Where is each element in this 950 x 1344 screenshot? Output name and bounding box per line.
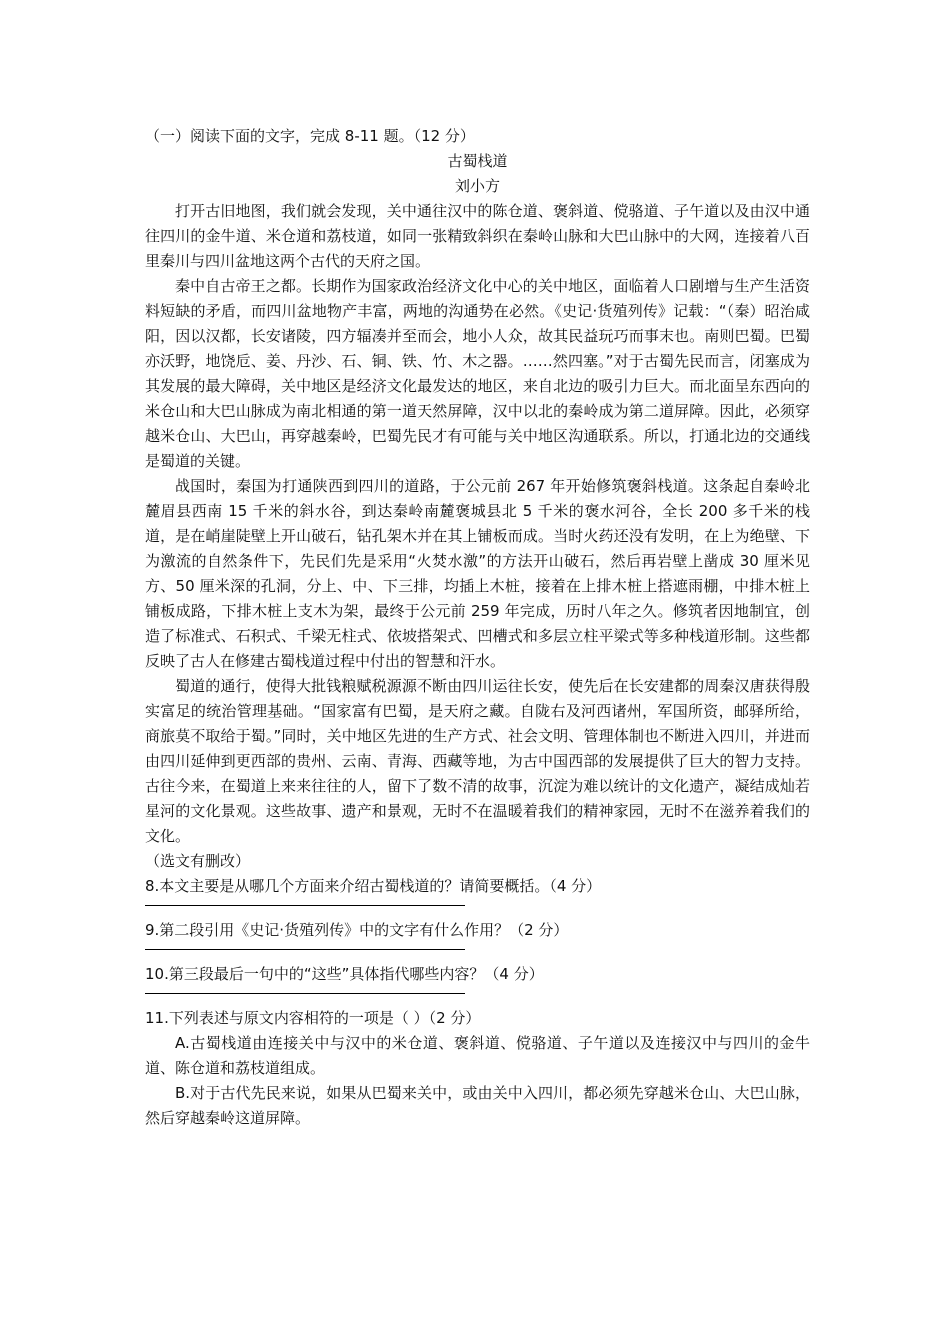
- article-author: 刘小方: [454, 177, 500, 195]
- question-10: 10.第三段最后一句中的“这些”具体指代哪些内容？（4 分）: [145, 965, 544, 983]
- paragraph-4: 蜀道的通行，使得大批钱粮赋税源源不断由四川运往长安，使先后在长安建都的周秦汉唐获得殷实富足的统治管理基础。“国家富有巴蜀，是天府之藏。自陇右及河西诸州，军国所资，邮驿所给，商旅莫不取给于蜀。”同时，关中地区先进的生产方式、社会文明、管理体制也不断进入四川，并进而由四川延伸到更西部的贵州、云南、青海、西藏等地，为古中国西部的发展提供了巨大的智力支持。古往今来，在蜀道上来来往往的人，留下了数不清的故事，沉淀为难以统计的文化遗产，凝结成灿若星河的文化景观。这些故事、遗产和景观，无时不在温暖着我们的精神家园，无时不在滋养着我们的文化。: [145, 677, 810, 845]
- option-a[interactable]: A.古蜀栈道由连接关中与汉中的米仓道、褒斜道、傥骆道、子午道以及连接汉中与四川的金牛道、陈仓道和荔枝道组成。: [145, 1034, 810, 1077]
- paragraph-3: 战国时，秦国为打通陕西到四川的道路，于公元前 267 年开始修筑褒斜栈道。这条起自秦岭北麓眉县西南 15 千米的斜水谷，到达秦岭南麓褒城县北 5 千米的褒水河谷，全长 200 多千米的栈道，是在峭崖陡壁上开山破石，钻孔架木并在其上铺板而成。当时火药还没有发明，在上为绝壁、下为激流的自然条件下，先民们先是采用“火焚水激”的方法开山破石，然后再岩壁上凿成 30 厘米见方、50 厘米深的孔洞，分上、中、下三排，均插上木桩，接着在上排木桩上搭遮雨棚，中排木桩上铺板成路，下排木桩上支木为架，最终于公元前 259 年完成，历时八年之久。修筑者因地制宜，创造了标准式、石积式、千梁无柱式、依坡搭架式、凹槽式和多层立柱平梁式等多种栈道形制。这些都反映了古人在修建古蜀栈道过程中付出的智慧和汗水。: [145, 477, 810, 670]
- answer-line-9[interactable]: [145, 949, 465, 950]
- source-note: （选文有删改）: [145, 852, 251, 870]
- paragraph-1: 打开古旧地图，我们就会发现，关中通往汉中的陈仓道、褒斜道、傥骆道、子午道以及由汉中通往四川的金牛道、米仓道和荔枝道，如同一张精致斜织在秦岭山脉和大巴山脉中的大网，连接着八百里秦川与四川盆地这两个古代的天府之国。: [145, 202, 810, 270]
- answer-line-8[interactable]: [145, 905, 465, 906]
- option-b[interactable]: B.对于古代先民来说，如果从巴蜀来关中，或由关中入四川，都必须先穿越米仓山、大巴山脉，然后穿越秦岭这道屏障。: [145, 1084, 810, 1127]
- exam-page: [145, 124, 810, 1131]
- question-11: 11.下列表述与原文内容相符的一项是（ ）（2 分）: [145, 1009, 481, 1027]
- paragraph-2: 秦中自古帝王之都。长期作为国家政治经济文化中心的关中地区，面临着人口剧增与生产生活资料短缺的矛盾，而四川盆地物产丰富，两地的沟通势在必然。《史记·货殖列传》记载：“（秦）昭治咸阳，因以汉都，长安诸陵，四方辐凑并至而会，地小人众，故其民益玩巧而事末也。南则巴蜀。巴蜀亦沃野，地饶卮、姜、丹沙、石、铜、铁、竹、木之器。……然四塞。”对于古蜀先民而言，闭塞成为其发展的最大障碍，关中地区是经济文化最发达的地区，来自北边的吸引力巨大。而北面呈东西向的米仓山和大巴山脉成为南北相通的第一道天然屏障，汉中以北的秦岭成为第二道屏障。因此，必须穿越米仓山、大巴山，再穿越秦岭，巴蜀先民才有可能与关中地区沟通联系。所以，打通北边的交通线是蜀道的关键。: [145, 277, 810, 470]
- question-8: 8.本文主要是从哪几个方面来介绍古蜀栈道的？请简要概括。（4 分）: [145, 877, 602, 895]
- article-title: 古蜀栈道: [447, 152, 508, 170]
- answer-line-10[interactable]: [145, 993, 465, 994]
- question-9: 9.第二段引用《史记·货殖列传》中的文字有什么作用？（2 分）: [145, 921, 569, 939]
- section-instruction: （一）阅读下面的文字，完成 8-11 题。（12 分）: [145, 127, 475, 145]
